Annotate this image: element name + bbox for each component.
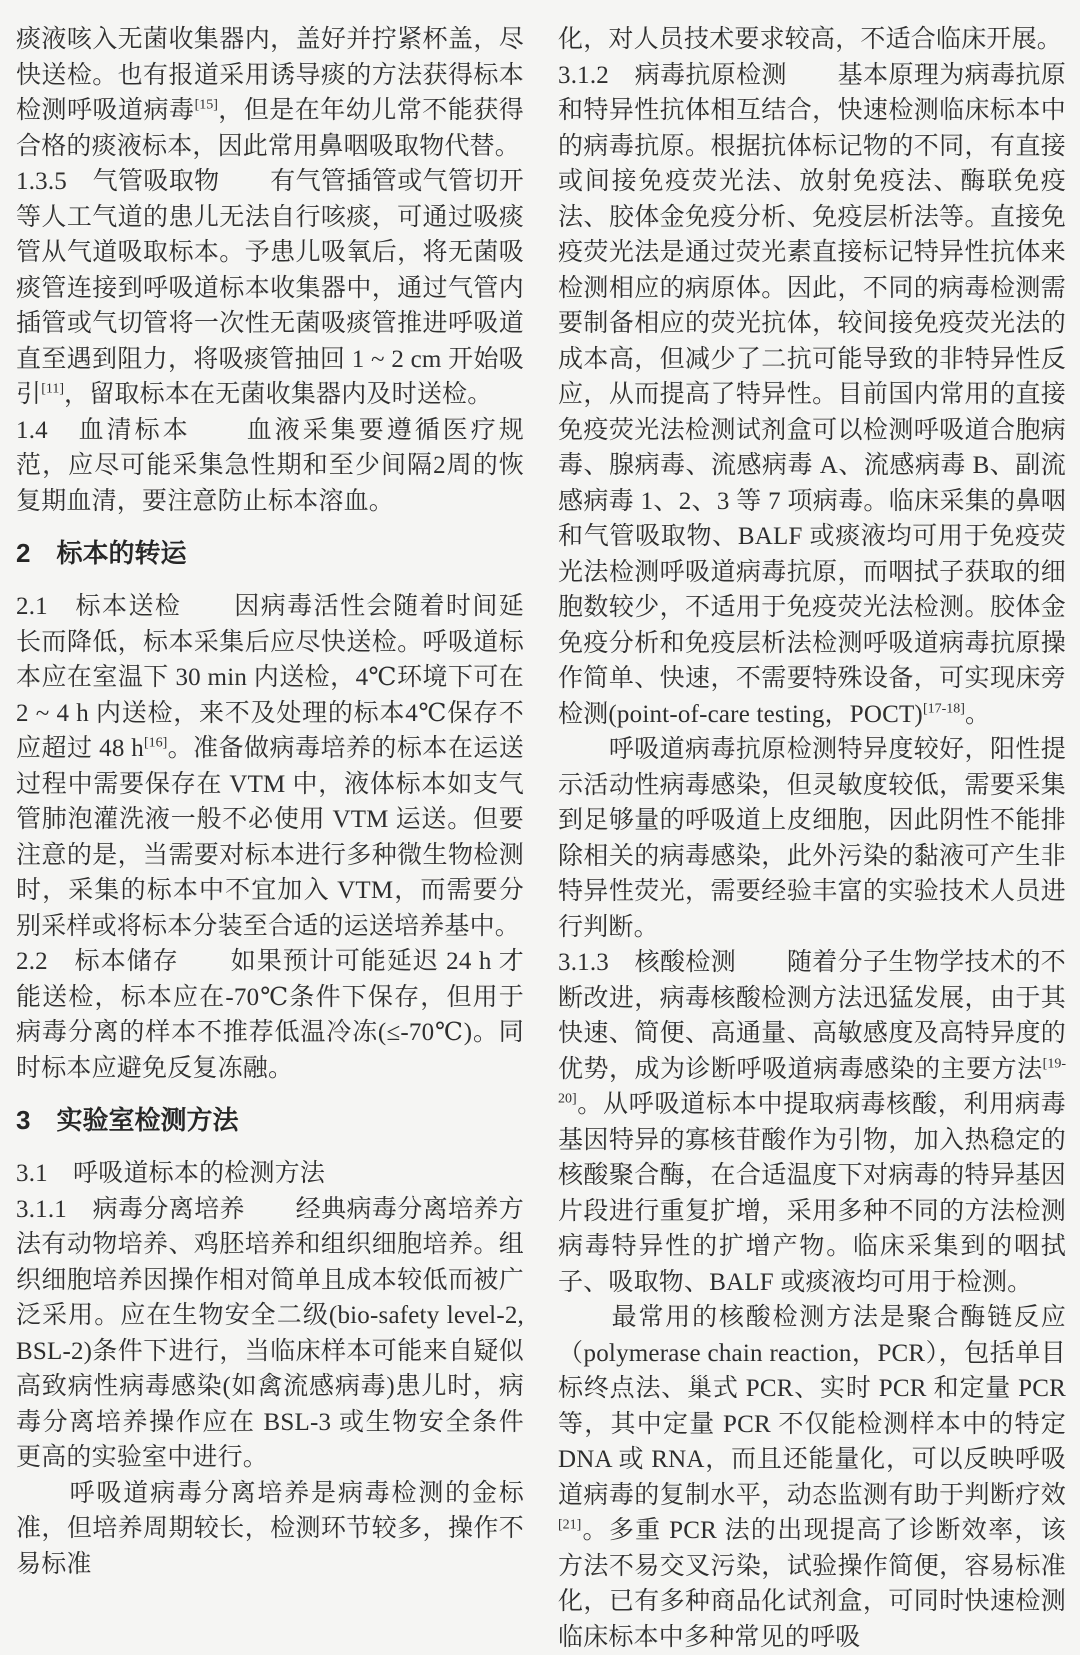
paragraph: 最常用的核酸检测方法是聚合酶链反应（polymerase chain reaction，PCR），包括单目标终点法、巢式 PCR、实时 PCR 和定量 PCR 等，其中定量 PCR 不仅能检测样本中的特定 DNA 或 RNA，而且还能量化，可以反映呼吸道病毒的复制水平，动态监测有助于判断疗效[21]。多重 PCR 法的出现提高了诊断效率，该方法不易交叉污染，试验操作简便，容易标准化，已有多种商品化试剂盒，可同时快速检测临床标本中多种常见的呼吸 xyxy=(558,1304,1066,1651)
paragraph: 2.2 标本储存 如果预计可能延迟 24 h 才能送检，标本应在-70℃条件下保存，但用于病毒分离的样本不推荐低温冷冻(≤-70℃)。同时标本应避免反复冻融。 xyxy=(16,948,524,1082)
citation-ref: [15] xyxy=(194,97,218,113)
two-column-layout xyxy=(16,22,1066,1655)
section-heading: 3 实验室检测方法 xyxy=(16,1105,239,1135)
paragraph: 1.4 血清标本 血液采集要遵循医疗规范，应尽可能采集急性期和至少间隔2周的恢复期血清，要注意防止标本溶血。 xyxy=(16,416,524,515)
citation-ref: [19-20] xyxy=(558,1056,1066,1107)
paragraph: 3.1 呼吸道标本的检测方法 xyxy=(16,1160,326,1187)
paragraph: 3.1.3 核酸检测 随着分子生物学技术的不断改进，病毒核酸检测方法迅猛发展，由于其快速、简便、高通量、高敏感度及高特异度的优势，成为诊断呼吸道病毒感染的主要方法[19-20]。从呼吸道标本中提取病毒核酸，利用病毒基因特异的寡核苷酸作为引物，加入热稳定的核酸聚合酶，在合适温度下对病毒的特异基因片段进行重复扩增，采用多种不同的方法检测病毒特异性的扩增产物。临床采集到的咽拭子、吸取物、BALF 或痰液均可用于检测。 xyxy=(558,949,1066,1296)
paragraph: 呼吸道病毒抗原检测特异度较好，阳性提示活动性病毒感染，但灵敏度较低，需要采集到足够量的呼吸道上皮细胞，因此阴性不能排除相关的病毒感染，此外污染的黏液可产生非特异性荧光，需要经验丰富的实验技术人员进行判断。 xyxy=(558,736,1066,941)
paragraph: 3.1.1 病毒分离培养 经典病毒分离培养方法有动物培养、鸡胚培养和组织细胞培养。组织细胞培养因操作相对简单且成本较低而被广泛采用。应在生物安全二级(bio-safety level-2, BSL-2)条件下进行，当临床样本可能来自疑似高致病性病毒感染(如禽流感病毒)患儿时，病毒分离培养操作应在 BSL-3 或生物安全条件更高的实验室中进行。 xyxy=(16,1195,524,1471)
citation-ref: [17-18] xyxy=(922,701,965,717)
paragraph: 2.1 标本送检 因病毒活性会随着时间延长而降低，标本采集后应尽快送检。呼吸道标本应在室温下 30 min 内送检，4℃环境下可在 2 ~ 4 h 内送检，来不及处理的标本4℃保存不应超过 48 h[16]。准备做病毒培养的标本在运送过程中需要保存在 VTM 中，液体标本如支气管肺泡灌洗液一般不必使用 VTM 运送。但要注意的是，当需要对标本进行多种微生物检测时，采集的标本中不宜加入 VTM，而需要分别采样或将标本分装至合适的运送培养基中。 xyxy=(16,593,524,940)
paragraph: 痰液咳入无菌收集器内，盖好并拧紧杯盖，尽快送检。也有报道采用诱导痰的方法获得标本检测呼吸道病毒[15]，但是在年幼儿常不能获得合格的痰液标本，因此常用鼻咽吸取物代替。 xyxy=(16,26,524,160)
citation-ref: [21] xyxy=(558,1517,582,1533)
section-heading: 2 标本的转运 xyxy=(16,538,187,568)
right-column xyxy=(558,22,1066,1655)
paragraph: 化，对人员技术要求较高，不适合临床开展。 xyxy=(558,26,1063,53)
citation-ref: [11] xyxy=(41,381,65,397)
citation-ref: [16] xyxy=(143,735,168,751)
paragraph: 呼吸道病毒分离培养是病毒检测的金标准，但培养周期较长，检测环节较多，操作不易标准 xyxy=(16,1479,524,1578)
paragraph: 1.3.5 气管吸取物 有气管插管或气管切开等人工气道的患儿无法自行咳痰，可通过吸痰管从气道吸取标本。予患儿吸氧后，将无菌吸痰管连接到呼吸道标本收集器中，通过气管内插管或气切管将一次性无菌吸痰管推进呼吸道直至遇到阻力，将吸痰管抽回 1 ~ 2 cm 开始吸引[11]，留取标本在无菌收集器内及时送检。 xyxy=(16,168,524,408)
left-column xyxy=(16,22,524,1582)
paragraph: 3.1.2 病毒抗原检测 基本原理为病毒抗原和特异性抗体相互结合，快速检测临床标本中的病毒抗原。根据抗体标记物的不同，有直接或间接免疫荧光法、放射免疫法、酶联免疫法、胶体金免疫分析、免疫层析法等。直接免疫荧光法是通过荧光素直接标记特异性抗体来检测相应的病原体。因此，不同的病毒检测需要制备相应的荧光抗体，较间接免疫荧光法的成本高，但减少了二抗可能导致的非特异性反应，从而提高了特异性。目前国内常用的直接免疫荧光法检测试剂盒可以检测呼吸道合胞病毒、腺病毒、流感病毒 A、流感病毒 B、副流感病毒 1、2、3 等 7 项病毒。临床采集的鼻咽和气管吸取物、BALF 或痰液均可用于免疫荧光法检测呼吸道病毒抗原，而咽拭子获取的细胞数较少，不适用于免疫荧光法检测。胶体金免疫分析和免疫层析法检测呼吸道病毒抗原操作简单、快速，不需要特殊设备，可实现床旁检测(point-of-care testing，POCT)[17-18]。 xyxy=(558,61,1066,728)
